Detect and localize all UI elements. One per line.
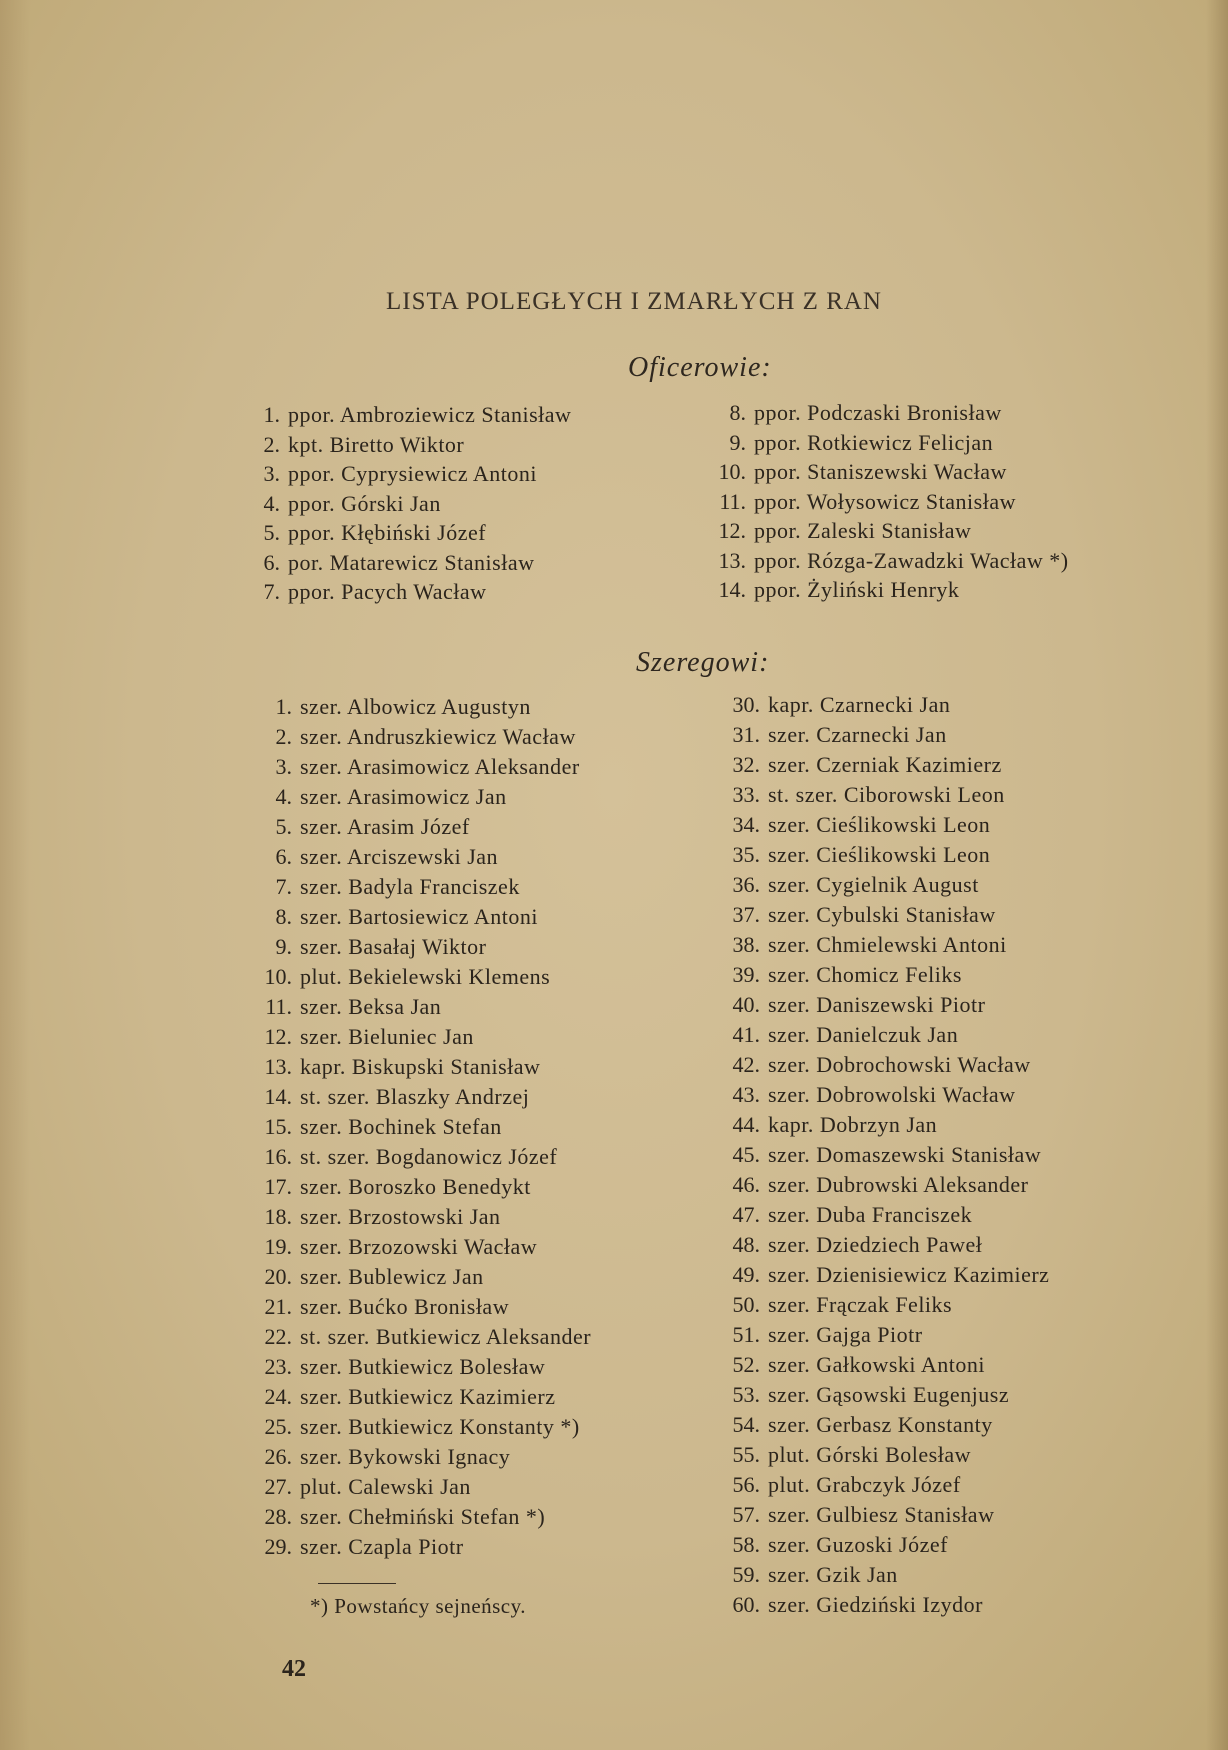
footnote-rule <box>318 1583 396 1584</box>
list-item-name: ppor. Rózga-Zawadzki Wacław *) <box>754 547 1069 573</box>
list-item-name: szer. Duba Franciszek <box>768 1202 973 1227</box>
list-item-name: szer. Cybulski Stanisław <box>768 902 996 927</box>
list-item-name: szer. Albowicz Augustyn <box>300 694 531 719</box>
list-item-number: 13. <box>264 1054 292 1079</box>
list-item <box>718 1022 958 1048</box>
list-item-number: 8. <box>729 400 746 425</box>
list-item-name: szer. Brzozowski Wacław <box>300 1234 538 1259</box>
list-item-number: 4. <box>263 490 280 516</box>
list-item-name: ppor. Staniszewski Wacław <box>754 459 1007 484</box>
list-item <box>250 994 441 1020</box>
list-item-number: 42. <box>732 1052 760 1077</box>
list-item <box>718 1232 982 1258</box>
list-item <box>248 491 441 517</box>
list-item <box>718 1172 1028 1198</box>
list-item-number: 14. <box>264 1084 292 1109</box>
list-item-name: szer. Andruszkiewicz Wacław <box>300 724 576 749</box>
list-item <box>718 1472 961 1498</box>
list-item-name: ppor. Ambroziewicz Stanisław <box>288 402 572 427</box>
list-item <box>250 1264 484 1290</box>
list-item <box>714 489 1016 515</box>
list-item-number: 39. <box>732 962 760 987</box>
list-item-name: szer. Gajga Piotr <box>768 1322 923 1347</box>
list-item <box>248 579 487 605</box>
list-item <box>250 964 550 990</box>
list-item-name: szer. Brzostowski Jan <box>300 1204 501 1229</box>
list-item-number: 41. <box>732 1022 760 1047</box>
list-item-name: szer. Daniszewski Piotr <box>768 992 986 1017</box>
list-item <box>718 962 962 988</box>
list-item-number: 13. <box>718 547 746 573</box>
list-item-name: szer. Guzoski Józef <box>768 1532 948 1557</box>
list-item-number: 47. <box>732 1202 760 1227</box>
list-item-name: ppor. Zaleski Stanisław <box>754 518 972 543</box>
list-item <box>714 577 959 603</box>
list-item <box>718 1412 993 1438</box>
list-item-name: szer. Bućko Bronisław <box>300 1294 510 1319</box>
list-item-number: 43. <box>732 1082 760 1107</box>
list-item <box>248 402 571 428</box>
list-item <box>718 872 979 898</box>
list-item-number: 2. <box>263 431 280 457</box>
list-item-number: 12. <box>718 518 746 543</box>
list-item <box>250 694 531 720</box>
list-item-name: szer. Dobrochowski Wacław <box>768 1052 1031 1077</box>
list-item-name: szer. Butkiewicz Bolesław <box>300 1354 546 1379</box>
list-item-name: szer. Gałkowski Antoni <box>768 1352 985 1377</box>
list-item-name: szer. Basałaj Wiktor <box>300 934 487 959</box>
list-item-name: szer. Butkiewicz Konstanty *) <box>300 1414 580 1439</box>
list-item <box>250 904 538 930</box>
list-item-name: por. Matarewicz Stanisław <box>288 549 535 575</box>
list-item <box>250 1054 540 1080</box>
list-item-number: 22. <box>264 1324 292 1349</box>
list-item <box>718 722 947 748</box>
list-item-name: ppor. Rotkiewicz Felicjan <box>754 429 994 455</box>
list-item-number: 19. <box>264 1234 292 1259</box>
list-item <box>714 518 971 544</box>
list-item-number: 2. <box>275 724 292 749</box>
list-item-number: 11. <box>719 488 746 514</box>
list-item <box>718 1352 985 1378</box>
list-item-name: kpt. Biretto Wiktor <box>288 431 465 457</box>
list-item-number: 37. <box>732 902 760 927</box>
list-item-name: plut. Calewski Jan <box>300 1474 471 1499</box>
list-item-number: 27. <box>264 1474 292 1499</box>
list-item <box>718 842 990 868</box>
list-item-name: szer. Giedziński Izydor <box>768 1592 983 1617</box>
list-item-name: szer. Czapla Piotr <box>300 1534 464 1559</box>
list-item-name: szer. Arasimowicz Aleksander <box>300 754 580 779</box>
list-item <box>250 1354 545 1380</box>
list-item <box>718 1442 971 1468</box>
list-item <box>248 432 464 458</box>
list-item-number: 35. <box>732 842 760 867</box>
list-item-number: 21. <box>264 1294 292 1319</box>
list-item-name: szer. Arciszewski Jan <box>300 844 499 869</box>
list-item <box>250 1444 510 1470</box>
list-item-number: 10. <box>264 964 292 989</box>
list-item-name: szer. Czarnecki Jan <box>768 722 947 747</box>
list-item-name: kapr. Czarnecki Jan <box>768 692 951 717</box>
list-item-name: szer. Bykowski Ignacy <box>300 1444 511 1469</box>
list-item-number: 25. <box>264 1414 292 1439</box>
list-item <box>714 400 1002 426</box>
list-item <box>718 932 1007 958</box>
list-item <box>718 1322 923 1348</box>
list-item-number: 59. <box>732 1562 760 1587</box>
list-item-name: ppor. Górski Jan <box>288 490 441 516</box>
list-item-name: szer. Bieluniec Jan <box>300 1024 474 1049</box>
list-item-number: 57. <box>732 1502 760 1527</box>
list-item <box>248 461 537 487</box>
list-item-number: 1. <box>275 694 292 719</box>
list-item-number: 32. <box>732 752 760 777</box>
list-item <box>250 1474 471 1500</box>
list-item-name: szer. Bartosiewicz Antoni <box>300 904 538 929</box>
list-item <box>250 754 580 780</box>
list-item-number: 7. <box>275 874 292 899</box>
list-item-number: 46. <box>732 1172 760 1197</box>
list-item-name: szer. Dobrowolski Wacław <box>768 1082 1016 1107</box>
list-item <box>250 724 576 750</box>
list-item <box>250 1084 529 1110</box>
list-item-number: 58. <box>732 1532 760 1557</box>
list-item-name: kapr. Biskupski Stanisław <box>300 1054 541 1079</box>
list-item-number: 7. <box>263 579 280 604</box>
list-item-name: ppor. Żyliński Henryk <box>754 577 960 602</box>
list-item <box>718 1292 952 1318</box>
list-item-name: szer. Bublewicz Jan <box>300 1264 484 1289</box>
list-item-name: szer. Danielczuk Jan <box>768 1022 959 1047</box>
list-item-number: 24. <box>264 1384 292 1409</box>
list-item <box>250 1234 537 1260</box>
list-item-name: szer. Chełmiński Stefan *) <box>300 1504 546 1529</box>
list-item-number: 26. <box>264 1444 292 1469</box>
list-item-number: 18. <box>264 1204 292 1229</box>
list-item <box>718 1592 983 1618</box>
list-item-name: szer. Domaszewski Stanisław <box>768 1142 1042 1167</box>
list-item-number: 9. <box>729 429 746 455</box>
list-item-number: 10. <box>718 459 746 484</box>
list-item-name: szer. Dzienisiewicz Kazimierz <box>768 1262 1050 1287</box>
list-item <box>250 934 487 960</box>
list-item-name: plut. Grabczyk Józef <box>768 1472 961 1497</box>
list-item-number: 60. <box>732 1592 760 1617</box>
list-item-name: st. szer. Ciborowski Leon <box>768 782 1005 807</box>
list-item <box>250 1294 509 1320</box>
list-item-number: 38. <box>732 932 760 957</box>
list-item <box>718 1262 1049 1288</box>
list-item <box>714 459 1007 485</box>
list-item <box>718 902 996 928</box>
list-item-name: ppor. Podczaski Bronisław <box>754 400 1002 425</box>
list-item <box>250 1204 501 1230</box>
list-item <box>718 1142 1041 1168</box>
list-item-number: 23. <box>264 1354 292 1379</box>
list-item <box>718 1082 1016 1108</box>
list-item <box>714 430 993 456</box>
list-item-number: 5. <box>263 520 280 545</box>
list-item-name: kapr. Dobrzyn Jan <box>768 1112 938 1137</box>
list-item-number: 45. <box>732 1142 760 1167</box>
list-item-number: 4. <box>275 784 292 809</box>
list-item-number: 20. <box>264 1264 292 1289</box>
list-item <box>250 1324 591 1350</box>
list-item <box>718 1202 972 1228</box>
list-item-number: 28. <box>264 1504 292 1529</box>
list-item-number: 11. <box>265 994 292 1019</box>
list-item <box>250 784 507 810</box>
list-item-number: 15. <box>264 1114 292 1139</box>
list-item-number: 6. <box>263 549 280 575</box>
list-item <box>250 1174 531 1200</box>
list-item <box>718 1502 994 1528</box>
list-item <box>250 1024 474 1050</box>
list-item-name: szer. Dubrowski Aleksander <box>768 1172 1029 1197</box>
list-item-number: 51. <box>732 1322 760 1347</box>
list-item-number: 17. <box>264 1174 292 1199</box>
list-item <box>250 1384 556 1410</box>
list-item <box>250 1504 545 1530</box>
list-item-name: szer. Beksa Jan <box>300 994 442 1019</box>
list-item-name: szer. Badyla Franciszek <box>300 874 520 899</box>
page-spine-shadow <box>1206 0 1228 1750</box>
list-item-number: 3. <box>275 754 292 779</box>
list-item-number: 29. <box>264 1534 292 1559</box>
list-item-name: szer. Chomicz Feliks <box>768 962 962 987</box>
list-item-name: plut. Górski Bolesław <box>768 1442 971 1467</box>
list-item <box>250 844 498 870</box>
list-item <box>250 1114 502 1140</box>
list-item <box>718 1562 898 1588</box>
footnote: *) Powstańcy sejneńscy. <box>310 1594 527 1618</box>
list-item-number: 3. <box>263 461 280 486</box>
list-item-number: 5. <box>275 814 292 839</box>
list-item <box>250 1414 580 1440</box>
list-item-name: szer. Gerbasz Konstanty <box>768 1412 993 1437</box>
privates-heading: Szeregowi: <box>636 647 770 678</box>
page-number: 42 <box>282 1656 306 1682</box>
list-item-number: 44. <box>732 1112 760 1137</box>
list-item-number: 16. <box>264 1144 292 1169</box>
list-item-name: szer. Cieślikowski Leon <box>768 842 991 867</box>
list-item-number: 54. <box>732 1412 760 1437</box>
list-item-number: 12. <box>264 1024 292 1049</box>
list-item-number: 30. <box>732 692 760 717</box>
list-item <box>718 1382 1009 1408</box>
list-item-number: 1. <box>263 402 280 427</box>
list-item <box>718 992 985 1018</box>
list-item-name: szer. Boroszko Benedykt <box>300 1174 531 1199</box>
list-item-name: szer. Arasimowicz Jan <box>300 784 507 809</box>
list-item-name: szer. Arasim Józef <box>300 814 470 839</box>
list-item-name: szer. Chmielewski Antoni <box>768 932 1007 957</box>
list-item <box>250 814 470 840</box>
list-item-name: st. szer. Blaszky Andrzej <box>300 1084 530 1109</box>
list-item-number: 36. <box>732 872 760 897</box>
list-item <box>718 1112 937 1138</box>
list-item-name: ppor. Wołysowicz Stanisław <box>754 488 1016 514</box>
list-item-number: 31. <box>732 722 760 747</box>
list-item <box>718 692 950 718</box>
list-item <box>250 1534 464 1560</box>
list-item-number: 53. <box>732 1382 760 1407</box>
list-item <box>248 550 535 576</box>
list-item-number: 9. <box>275 934 292 959</box>
list-item <box>718 812 990 838</box>
list-item-number: 55. <box>732 1442 760 1467</box>
list-item-name: szer. Gulbiesz Stanisław <box>768 1502 995 1527</box>
list-item-name: szer. Czerniak Kazimierz <box>768 752 1002 777</box>
list-item-name: ppor. Pacych Wacław <box>288 579 487 604</box>
list-item-number: 49. <box>732 1262 760 1287</box>
list-item-name: szer. Frączak Feliks <box>768 1292 953 1317</box>
list-item <box>248 520 486 546</box>
list-item-name: ppor. Cyprysiewicz Antoni <box>288 461 537 486</box>
list-item-number: 48. <box>732 1232 760 1257</box>
page-left-shadow <box>0 0 30 1750</box>
page-title: LISTA POLEGŁYCH I ZMARŁYCH Z RAN <box>386 288 882 315</box>
list-item-name: szer. Gąsowski Eugenjusz <box>768 1382 1010 1407</box>
list-item-name: szer. Bochinek Stefan <box>300 1114 502 1139</box>
list-item-name: st. szer. Bogdanowicz Józef <box>300 1144 558 1169</box>
list-item <box>718 1532 948 1558</box>
list-item <box>250 874 520 900</box>
list-item-number: 6. <box>275 844 292 869</box>
list-item-name: szer. Cieślikowski Leon <box>768 812 991 837</box>
list-item-number: 8. <box>275 904 292 929</box>
list-item <box>250 1144 557 1170</box>
list-item-number: 34. <box>732 812 760 837</box>
list-item <box>718 782 1005 808</box>
list-item <box>714 548 1069 574</box>
list-item-name: szer. Butkiewicz Kazimierz <box>300 1384 556 1409</box>
list-item-number: 33. <box>732 782 760 807</box>
officers-heading: Oficerowie: <box>628 352 772 383</box>
list-item-number: 52. <box>732 1352 760 1377</box>
list-item-name: szer. Cygielnik August <box>768 872 979 897</box>
list-item-name: szer. Dziedziech Paweł <box>768 1232 983 1257</box>
list-item-number: 14. <box>718 577 746 602</box>
list-item-number: 40. <box>732 992 760 1017</box>
list-item-name: ppor. Kłębiński Józef <box>288 520 487 545</box>
list-item <box>718 1052 1031 1078</box>
list-item-number: 56. <box>732 1472 760 1497</box>
list-item-name: st. szer. Butkiewicz Aleksander <box>300 1324 592 1349</box>
list-item-number: 50. <box>732 1292 760 1317</box>
list-item-name: plut. Bekielewski Klemens <box>300 964 551 989</box>
list-item <box>718 752 1002 778</box>
list-item-name: szer. Gzik Jan <box>768 1562 898 1587</box>
